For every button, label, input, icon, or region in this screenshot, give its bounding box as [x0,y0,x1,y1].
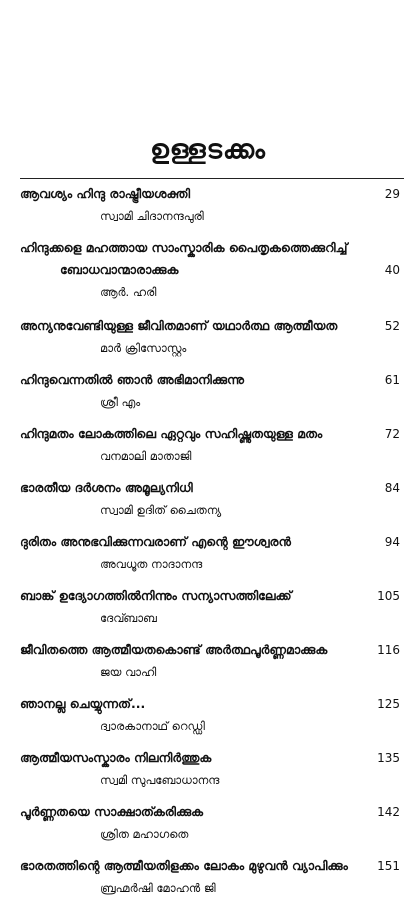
entry-page-number: 94 [384,535,400,549]
entry-page-number: 125 [377,697,400,711]
entry-title: ജീവിതത്തെ ആത്മീയതകൊണ്ട് അർത്ഥപൂർണ്ണമാക്കുക [20,642,328,657]
entry-page-number: 40 [384,263,400,277]
entry-author: ആർ. ഹരി [100,285,157,299]
toc-list [0,183,416,909]
entry-author: സ്വമി സുപബോധാനന്ദ [100,773,220,787]
entry-page-number: 72 [384,427,400,441]
entry-author: ശ്രീ എം [100,395,141,409]
entry-page-number: 84 [384,481,400,495]
entry-page-number: 142 [377,805,400,819]
entry-title: ഭാരതീയ ദർശനം അമൂല്യനിധി [20,480,193,495]
toc-entry[interactable] [0,585,416,639]
entry-title: ഹിന്ദുവെന്നതിൽ ഞാൻ അഭിമാനിക്കുന്നു [20,372,245,387]
entry-title-continued: ബോധവാന്മാരാക്കുക [60,262,179,277]
entry-page-number: 135 [377,751,400,765]
toc-heading: ഉള്ളടക്കം [150,135,266,165]
toc-entry[interactable] [0,639,416,693]
entry-title: ആത്മീയസംസ്കാരം നിലനിർത്തുക [20,750,212,765]
entry-author: ബ്രഹ്മർഷി മോഹൻ ജി [100,881,216,895]
entry-author: മാർ ക്രിസോസ്റ്റം [100,341,187,355]
toc-entry[interactable] [0,369,416,423]
toc-entry[interactable] [0,747,416,801]
entry-page-number: 105 [377,589,400,603]
entry-author: സ്വാമി ഉദിത് ചൈതന്യ [100,503,222,517]
toc-entry[interactable] [0,423,416,477]
entry-page-number: 61 [384,373,400,387]
entry-page-number: 151 [377,859,400,873]
entry-author: ദേവ്ബാബ [100,611,157,625]
entry-title: അന്യനുവേണ്ടിയുള്ള ജീവിതമാണ് യഥാർത്ഥ ആത്മീയത [20,318,338,333]
heading-divider [20,178,404,179]
entry-author: സ്വാമി ചിദാനന്ദപുരി [100,209,204,223]
entry-title: ദുരിതം അനുഭവിക്കുന്നവരാണ് എന്റെ ഈശ്വരൻ [20,534,291,549]
entry-title: ഹിന്ദുക്കളെ മഹത്തായ സാംസ്കാരിക പൈതൃകത്തെക്കുറിച്ച് [20,240,348,255]
entry-title: ഹിന്ദുമതം ലോകത്തിലെ ഏറ്റവും സഹിഷ്ണുതയുള്ള മതം [20,426,323,441]
toc-entry[interactable] [0,237,416,315]
entry-page-number: 116 [377,643,400,657]
entry-author: ദ്വാരകാനാഥ് റെഡ്ഡി [100,719,205,733]
entry-author: ജയ വാഹി [100,665,157,679]
entry-page-number: 52 [384,319,400,333]
toc-entry[interactable] [0,531,416,585]
toc-entry[interactable] [0,477,416,531]
toc-entry[interactable] [0,183,416,237]
entry-title: ഞാനല്ല ചെയ്യുന്നത്... [20,696,146,711]
toc-entry[interactable] [0,855,416,909]
toc-entry[interactable] [0,315,416,369]
entry-title: ഭാരതത്തിന്റെ ആത്മീയതിളക്കം ലോകം മുഴുവൻ വ്യാപിക്കും [20,858,348,873]
entry-title: പൂർണ്ണതയെ സാക്ഷാത്കരിക്കുക [20,804,204,819]
entry-title: ബാങ്ക് ഉദ്യോഗത്തിൽനിന്നും സന്യാസത്തിലേക്ക് [20,588,292,603]
toc-entry[interactable] [0,801,416,855]
entry-page-number: 29 [384,187,400,201]
entry-author: ശ്രിത മഹാഗതെ [100,827,189,841]
entry-author: വനമാലി മാതാജി [100,449,192,463]
toc-entry[interactable] [0,693,416,747]
entry-author: അവധൂത നാദാനന്ദ [100,557,203,571]
entry-title: ആവശ്യം ഹിന്ദു രാഷ്ട്രീയശക്തി [20,186,191,201]
